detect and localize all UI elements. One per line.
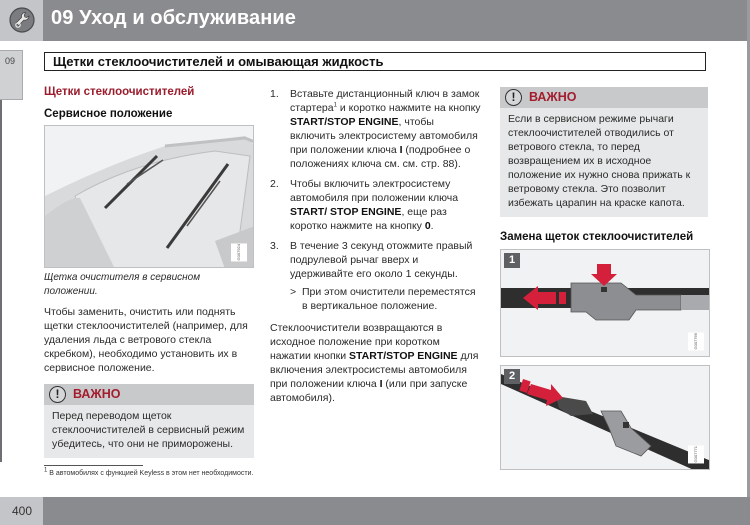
step-badge: 1 xyxy=(504,253,520,268)
step-2 xyxy=(270,177,482,233)
section-title: Щетки стеклоочистителей и омывающая жидкость xyxy=(53,54,384,69)
chapter-icon-cell xyxy=(0,0,43,41)
figure-step-2 xyxy=(500,365,710,470)
figure-windshield-wipers xyxy=(44,125,254,268)
para-text: Стеклоочистители возвращаются в исходное положение при коротком нажатии кнопки xyxy=(270,322,443,362)
page-footer xyxy=(0,497,750,525)
button-name: START/STOP ENGINE xyxy=(349,350,458,362)
step-text: , еще раз коротко нажмите на кнопку xyxy=(290,206,447,232)
figure-caption: Щетка очистителя в сервисном положении. xyxy=(44,272,201,297)
step-text: Вставьте дистанционный ключ в замок стартера xyxy=(290,88,480,114)
button-name: START/STOP ENGINE xyxy=(290,116,399,128)
step-badge: 2 xyxy=(504,369,520,384)
page-number: 400 xyxy=(12,504,33,518)
result-text: При этом очистители переместятся в вертикальное положение. xyxy=(302,286,476,312)
button-name: START/ STOP ENGINE xyxy=(290,206,402,218)
right-column xyxy=(500,87,708,470)
key-position: I xyxy=(399,144,403,156)
warning-label: ВАЖНО xyxy=(529,90,577,104)
figure-id: G007771 xyxy=(688,445,704,463)
steps-list xyxy=(270,87,482,313)
section-heading: Щетки стеклоочистителей xyxy=(44,86,195,98)
figure-id: G007769 xyxy=(688,332,704,350)
footnote xyxy=(44,467,254,477)
step-text: Чтобы включить электросистему автомобиля при положении ключа xyxy=(290,178,459,204)
warning-box xyxy=(500,87,708,217)
warning-text: Если в сервисном режиме рычаги стеклоочистителей отводились от ветрового стекла, то перед возвращением их в исходное положение их нужно снова прижать к ветровому стекла. Это позволит избежать царапин на краске капота. xyxy=(508,113,691,209)
footnote-marker: 1 xyxy=(44,467,48,474)
chapter-tab[interactable] xyxy=(0,50,23,100)
step-text: В течение 3 секунд отожмите правый подрулевой рычаг вверх и удерживайте его около 1 секунды. xyxy=(290,240,473,280)
para-text: для включения электросистемы автомобиля при положении ключа xyxy=(270,350,479,390)
step-number: 1. xyxy=(270,88,279,100)
result-arrow-icon: > xyxy=(290,286,297,298)
exclamation-icon: ! xyxy=(49,386,66,403)
chapter-title: 09 Уход и обслуживание xyxy=(51,7,296,29)
warning-header xyxy=(44,384,254,405)
section-title-box xyxy=(44,52,706,71)
page-number-cell xyxy=(0,497,43,525)
step-number: 2. xyxy=(270,178,279,190)
wrench-gear-icon xyxy=(9,7,35,33)
blade-removal-illustration xyxy=(501,366,710,470)
subheading-replace-blades: Замена щеток стеклоочистителей xyxy=(500,231,694,243)
windshield-wipers-illustration xyxy=(45,126,254,268)
figure-id: G007924 xyxy=(231,243,247,261)
left-column xyxy=(44,85,254,458)
chapter-tab-label: 09 xyxy=(5,56,16,66)
figure-step-1 xyxy=(500,249,710,357)
footnote-ref[interactable]: 1 xyxy=(333,102,337,109)
step-number: 3. xyxy=(270,240,279,252)
step-3 xyxy=(270,239,482,313)
step-text: (подробнее о положениях ключа см. см. стр. 88). xyxy=(290,144,471,170)
subheading-service-position: Сервисное положение xyxy=(44,108,173,120)
step-text: и коротко нажмите на кнопку xyxy=(336,102,481,114)
footnote-rule xyxy=(44,465,143,466)
warning-box xyxy=(44,384,254,458)
page-edge-left xyxy=(0,100,2,462)
middle-column xyxy=(270,87,482,405)
chapter-header xyxy=(0,0,750,41)
step-1 xyxy=(270,87,482,171)
step-text: , чтобы включить электросистему автомобиля при положении ключа xyxy=(290,116,478,156)
blade-release-illustration xyxy=(501,250,710,357)
warning-header xyxy=(500,87,708,108)
exclamation-icon: ! xyxy=(505,89,522,106)
warning-text: Перед переводом щеток стеклоочистителей в сервисный режим убедитесь, что они не приморожены. xyxy=(52,410,245,450)
para-text: (или при запуске автомобиля). xyxy=(270,378,468,404)
footnote-text: В автомобилях с функцией Keyless в этом нет необходимости. xyxy=(49,470,254,477)
warning-label: ВАЖНО xyxy=(73,387,121,401)
step-text: . xyxy=(430,220,434,232)
key-position: 0 xyxy=(424,220,431,232)
service-position-paragraph: Чтобы заменить, очистить или поднять щетки стеклоочистителей (например, для удаления льда с ветрового стекла скребком), необходимо установить их в сервисное положение. xyxy=(44,306,248,374)
step-result xyxy=(290,285,482,313)
key-position: I xyxy=(379,378,383,390)
closing-paragraph xyxy=(270,321,482,405)
